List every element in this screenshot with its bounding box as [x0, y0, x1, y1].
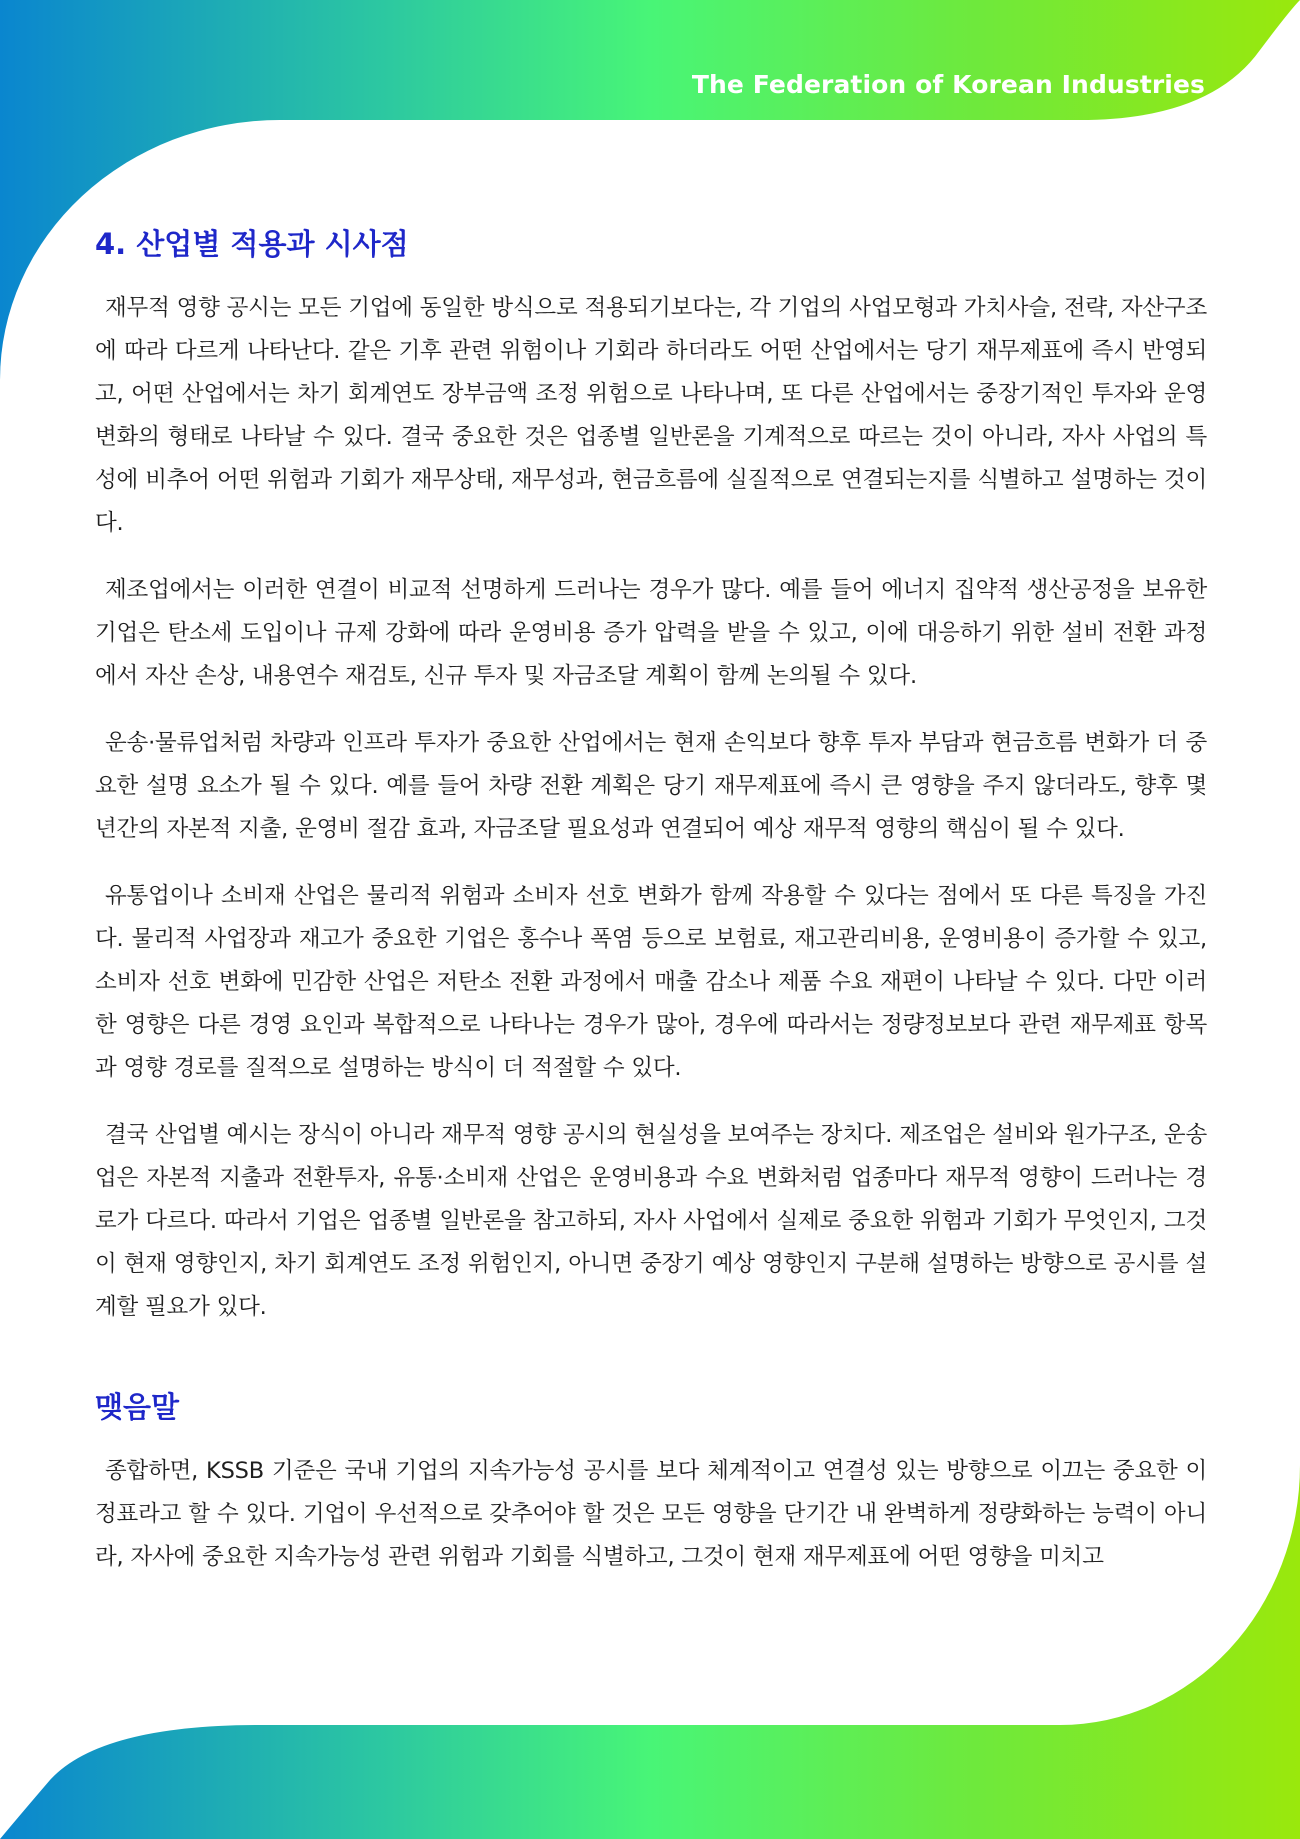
header-org-name: The Federation of Korean Industries [691, 70, 1205, 99]
closing-paragraph-1: 종합하면, KSSB 기준은 국내 기업의 지속가능성 공시를 보다 체계적이고 연결성 있는 방향으로 이끄는 중요한 이정표라고 할 수 있다. 기업이 우선적으로 갖추어야 할 것은 모든 영향을 단기간 내 완벽하게 정량화하는 능력이 아니라, 자사에 중요한 지속가능성 관련 위험과 기회를 식별하고, 그것이 현재 재무제표에 어떤 영향을 미치고 [95, 1458, 1207, 1570]
bottom-left-decorative-curve [0, 1725, 260, 1839]
section-paragraph-2: 제조업에서는 이러한 연결이 비교적 선명하게 드러나는 경우가 많다. 예를 들어 에너지 집약적 생산공정을 보유한 기업은 탄소세 도입이나 규제 강화에 따라 운영비용 증가 압력을 받을 수 있고, 이에 대응하기 위한 설비 전환 과정에서 자산 손상, 내용연수 재검토, 신규 투자 및 자금조달 계획이 함께 논의될 수 있다. [95, 577, 1207, 689]
closing-heading: 맺음말 [95, 1390, 180, 1424]
section-paragraph-1: 재무적 영향 공시는 모든 기업에 동일한 방식으로 적용되기보다는, 각 기업의 사업모형과 가치사슬, 전략, 자산구조에 따라 다르게 나타난다. 같은 기후 관련 위험이나 기회라 하더라도 어떤 산업에서는 당기 재무제표에 즉시 반영되고, 어떤 산업에서는 차기 회계연도 장부금액 조정 위험으로 나타나며, 또 다른 산업에서는 중장기적인 투자와 운영 변화의 형태로 나타날 수 있다. 결국 중요한 것은 업종별 일반론을 기계적으로 따르는 것이 아니라, 자사 사업의 특성에 비추어 어떤 위험과 기회가 재무상태, 재무성과, 현금흐름에 실질적으로 연결되는지를 식별하고 설명하는 것이다. [95, 295, 1207, 536]
section-paragraph-3: 운송·물류업처럼 차량과 인프라 투자가 중요한 산업에서는 현재 손익보다 향후 투자 부담과 현금흐름 변화가 더 중요한 설명 요소가 될 수 있다. 예를 들어 차량 전환 계획은 당기 재무제표에 즉시 큰 영향을 주지 않더라도, 향후 몇 년간의 자본적 지출, 운영비 절감 효과, 자금조달 필요성과 연결되어 예상 재무적 영향의 핵심이 될 수 있다. [95, 730, 1207, 842]
document-body [95, 222, 1207, 1603]
section-paragraph-4: 유통업이나 소비재 산업은 물리적 위험과 소비자 선호 변화가 함께 작용할 수 있다는 점에서 또 다른 특징을 가진다. 물리적 사업장과 재고가 중요한 기업은 홍수나 폭염 등으로 보험료, 재고관리비용, 운영비용이 증가할 수 있고, 소비자 선호 변화에 민감한 산업은 저탄소 전환 과정에서 매출 감소나 제품 수요 재편이 나타날 수 있다. 다만 이러한 영향은 다른 경영 요인과 복합적으로 나타나는 경우가 많아, 경우에 따라서는 정량정보보다 관련 재무제표 항목과 영향 경로를 질적으로 설명하는 방식이 더 적절할 수 있다. [95, 883, 1207, 1081]
section-heading: 4. 산업별 적용과 시사점 [95, 227, 409, 261]
top-right-decorative-curve [1040, 0, 1300, 120]
section-paragraph-5: 결국 산업별 예시는 장식이 아니라 재무적 영향 공시의 현실성을 보여주는 장치다. 제조업은 설비와 원가구조, 운송업은 자본적 지출과 전환투자, 유통·소비재 산업은 운영비용과 수요 변화처럼 업종마다 재무적 영향이 드러나는 경로가 다르다. 따라서 기업은 업종별 일반론을 참고하되, 자사 사업에서 실제로 중요한 위험과 기회가 무엇인지, 그것이 현재 영향인지, 차기 회계연도 조정 위험인지, 아니면 중장기 예상 영향인지 구분해 설명하는 방향으로 공시를 설계할 필요가 있다. [95, 1122, 1207, 1320]
